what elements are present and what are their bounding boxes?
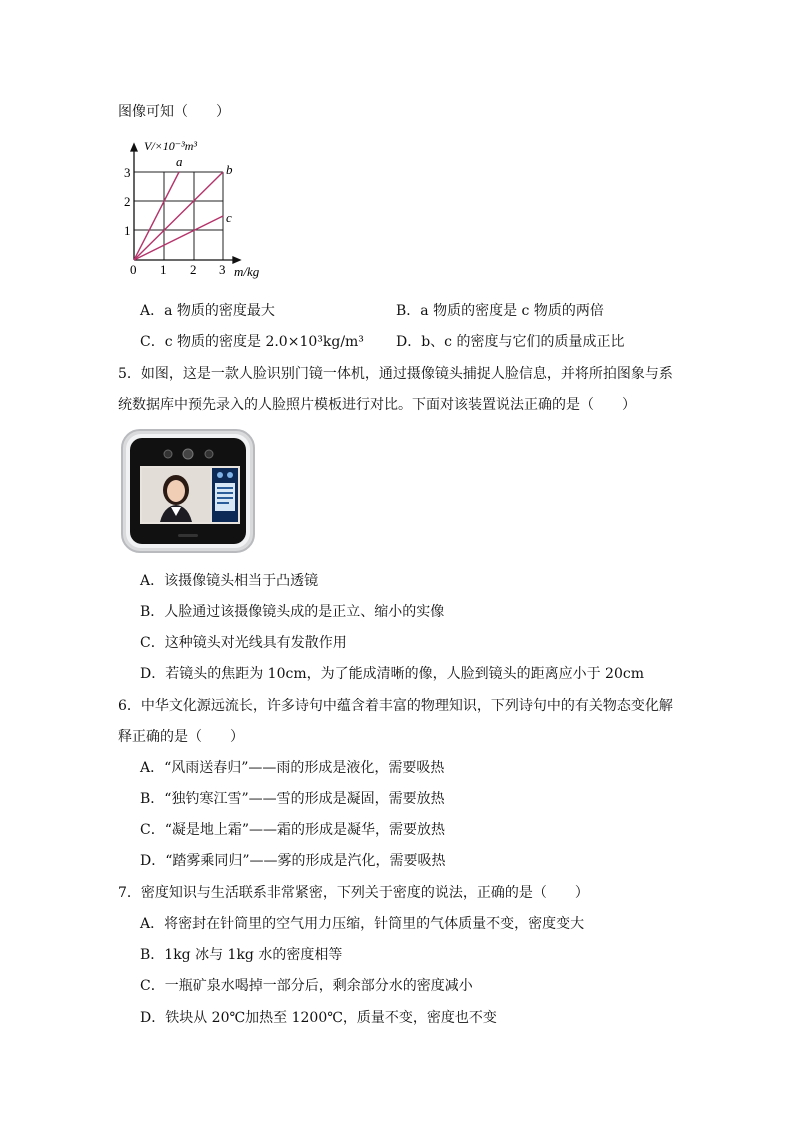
line-a-label: a [176, 154, 183, 169]
line-b [134, 172, 223, 260]
q5-option-b: B．人脸通过该摄像镜头成的是正立、缩小的实像 [140, 604, 445, 620]
line-c [134, 216, 223, 260]
x-tick-3: 3 [219, 262, 226, 277]
q4-option-d: D．b、c 的密度与它们的质量成正比 [396, 334, 625, 350]
origin-label: 0 [130, 262, 137, 277]
q7-stem-line1: 7．密度知识与生活联系非常紧密，下列关于密度的说法，正确的是（ ） [118, 885, 589, 901]
y-axis-label: V/×10⁻³m³ [144, 139, 197, 153]
line-c-label: c [226, 210, 232, 225]
q6-option-d: D．“踏雾乘同归”——雾的形成是汽化，需要吸热 [140, 853, 446, 869]
q4-option-a: A．a 物质的密度最大 [140, 303, 275, 319]
q6-option-a: A．“风雨送春归”——雨的形成是液化，需要吸热 [140, 760, 445, 776]
y-tick-1: 1 [124, 223, 131, 238]
y-tick-3: 3 [124, 165, 131, 180]
q5-option-c: C．这种镜头对光线具有发散作用 [140, 635, 347, 651]
line-b-label: b [226, 162, 233, 177]
density-graph [118, 134, 278, 284]
q7-option-a: A．将密封在针筒里的空气用力压缩，针筒里的气体质量不变，密度变大 [140, 916, 585, 932]
q7-option-d: D．铁块从 20℃加热至 1200℃，质量不变，密度也不变 [140, 1010, 497, 1026]
q7-option-b: B．1kg 冰与 1kg 水的密度相等 [140, 947, 343, 963]
y-tick-2: 2 [124, 194, 131, 209]
q4-stem-tail: 图像可知（ ） [118, 104, 230, 120]
face-recognition-device-image [120, 428, 256, 554]
graph-axes [131, 144, 240, 263]
q5-stem-line2: 统数据库中预先录入的人脸照片模板进行对比。下面对该装置说法正确的是（ ） [118, 397, 636, 413]
q4-option-b: B．a 物质的密度是 c 物质的两倍 [396, 303, 604, 319]
q5-stem-line1: 5．如图，这是一款人脸识别门镜一体机，通过摄像镜头捕捉人脸信息，并将所拍图象与系 [118, 366, 673, 382]
x-tick-2: 2 [190, 262, 197, 277]
q6-option-b: B．“独钓寒江雪”——雪的形成是凝固，需要放热 [140, 791, 445, 807]
q7-option-c: C．一瓶矿泉水喝掉一部分后，剩余部分水的密度减小 [140, 978, 473, 994]
q5-option-d: D．若镜头的焦距为 10cm，为了能成清晰的像，人脸到镜头的距离应小于 20cm [140, 666, 644, 682]
q6-option-c: C．“凝是地上霜”——霜的形成是凝华，需要放热 [140, 822, 446, 838]
line-a [134, 172, 179, 260]
q6-stem-line1: 6．中华文化源远流长，许多诗句中蕴含着丰富的物理知识，下列诗句中的有关物态变化解 [118, 698, 673, 714]
x-axis-label: m/kg [234, 264, 260, 279]
q6-stem-line2: 释正确的是（ ） [118, 729, 244, 745]
x-tick-1: 1 [160, 262, 167, 277]
q4-option-c: C．c 物质的密度是 2.0×10³kg/m³ [140, 334, 364, 350]
q5-option-a: A．该摄像镜头相当于凸透镜 [140, 573, 319, 589]
